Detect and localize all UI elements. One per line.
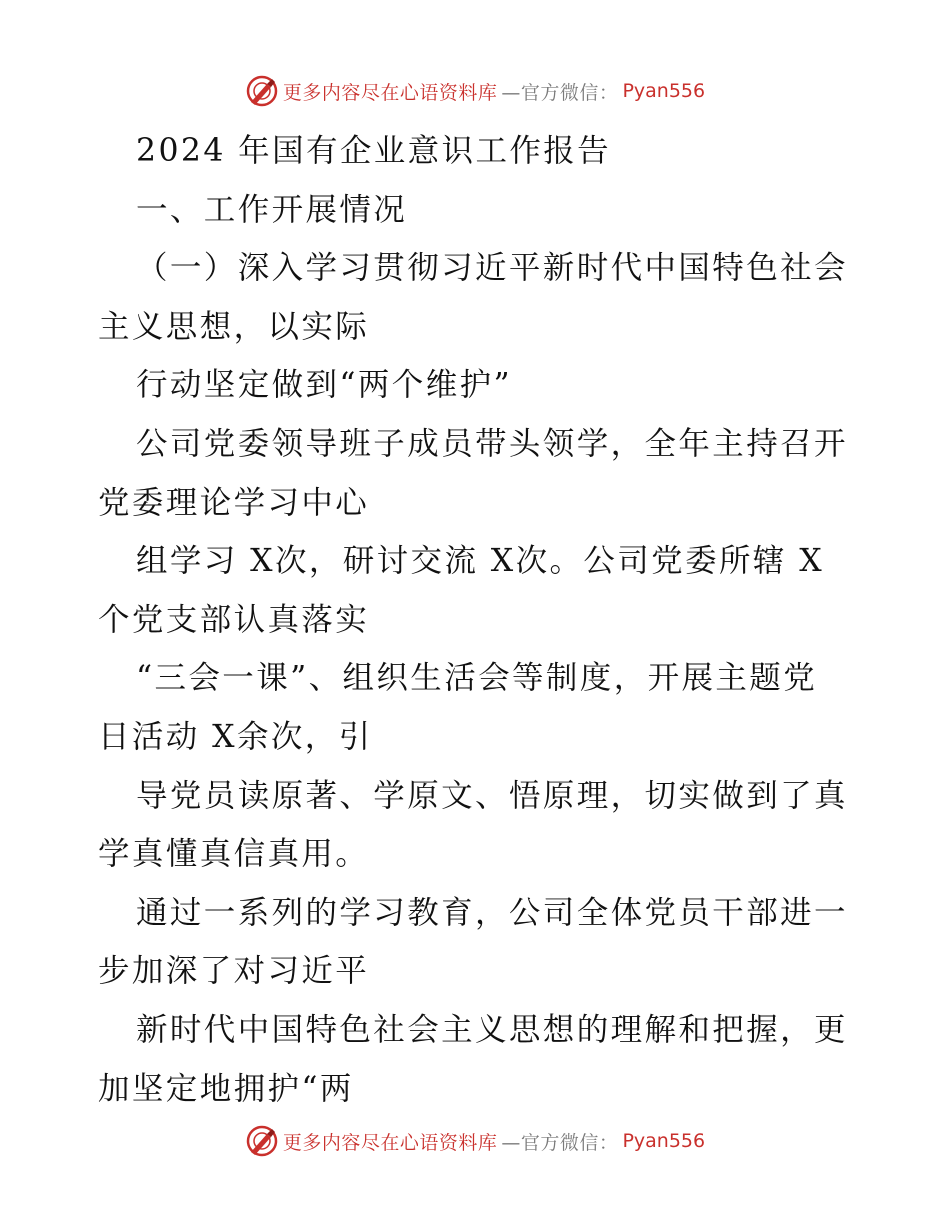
text-line: 党委理论学习中心 <box>98 484 370 521</box>
text-line: 通过一系列的学习教育，公司全体党员干部进一 <box>136 894 848 931</box>
text-line: 行动坚定做到“两个维护” <box>136 367 513 404</box>
watermark-wechat-label: —官方微信： <box>501 1131 619 1154</box>
text-line: 步加深了对习近平 <box>98 953 370 990</box>
header-watermark <box>0 74 950 108</box>
text-line: “三会一课”、组织生活会等制度，开展主题党 <box>136 660 818 697</box>
text-line: 学真懂真信真用。 <box>98 836 370 873</box>
text-line: 一、工作开展情况 <box>136 191 408 228</box>
watermark-wechat-id: Pyan556 <box>622 80 706 102</box>
text-line: 日活动 X余次，引 <box>98 718 373 755</box>
document-title: 2024 年国有企业意识工作报告 <box>136 133 612 169</box>
watermark-site-text: 更多内容尽在心语资料库 <box>282 81 498 104</box>
footer-watermark <box>0 1124 950 1158</box>
document-body <box>98 122 858 1118</box>
text-line: 个党支部认真落实 <box>98 601 370 638</box>
watermark-site-text: 更多内容尽在心语资料库 <box>282 1131 498 1154</box>
text-line: 公司党委领导班子成员带头领学，全年主持召开 <box>136 425 848 462</box>
text-line: 组学习 X次，研讨交流 X次。公司党委所辖 X <box>136 543 825 580</box>
text-line: 主义思想，以实际 <box>98 308 370 345</box>
pen-logo-icon <box>245 1124 279 1158</box>
watermark-wechat-label: —官方微信： <box>501 81 619 104</box>
text-line: 加坚定地拥护“两 <box>98 1070 354 1107</box>
text-line: （一）深入学习贯彻习近平新时代中国特色社会 <box>136 250 848 287</box>
text-line: 导党员读原著、学原文、悟原理，切实做到了真 <box>136 777 848 814</box>
pen-logo-icon <box>245 74 279 108</box>
text-line: 新时代中国特色社会主义思想的理解和把握，更 <box>136 1011 848 1048</box>
watermark-wechat-id: Pyan556 <box>622 1130 706 1152</box>
